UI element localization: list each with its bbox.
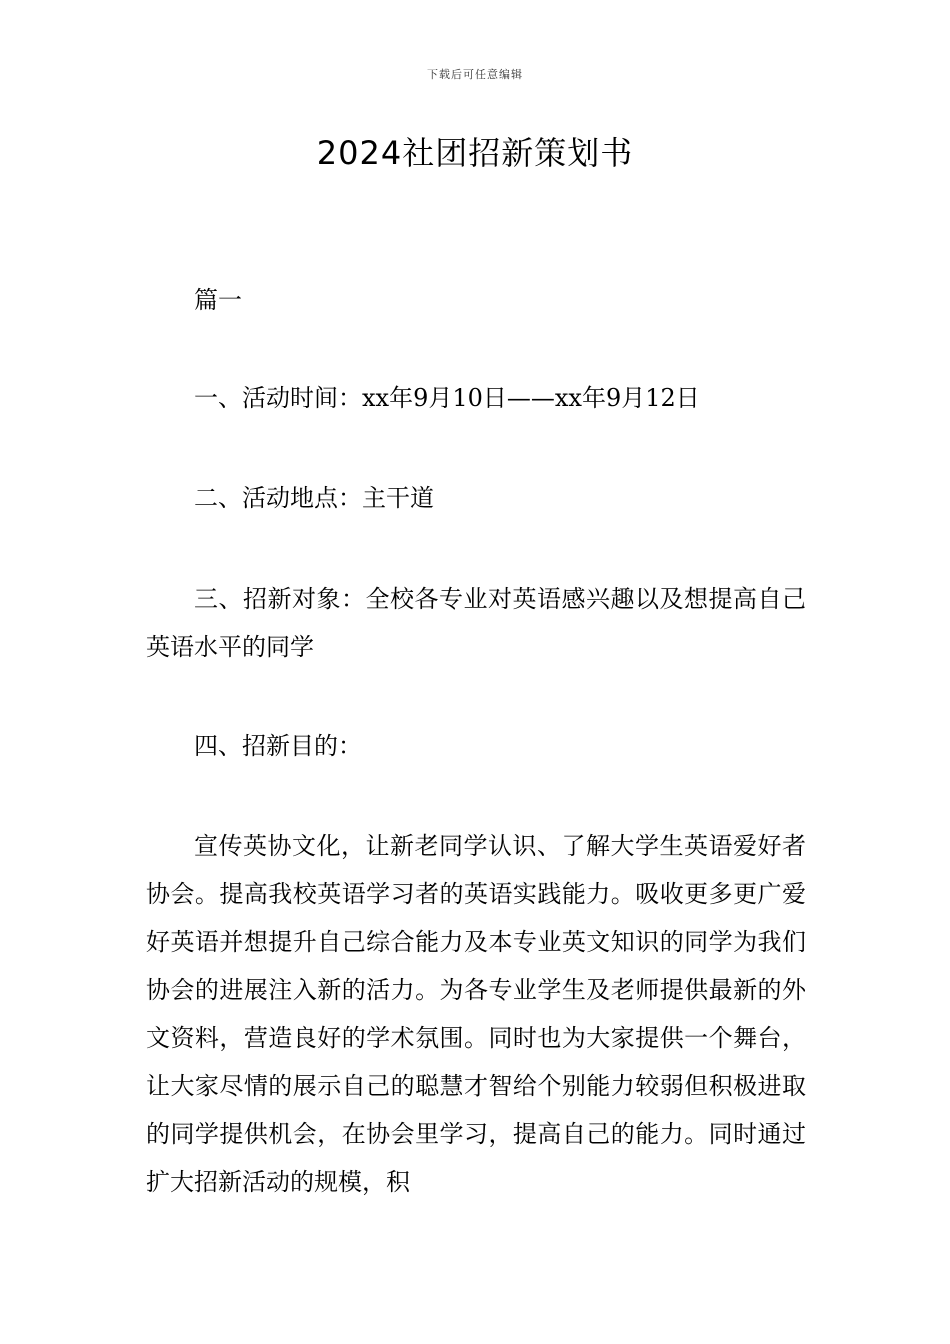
purpose-body: 宣传英协文化，让新老同学认识、了解大学生英语爱好者协会。提高我校英语学习者的英语实践能力。吸收更多更广爱好英语并想提升自己综合能力及本专业英文知识的同学为我们协会的进展注入新的活力。为各专业学生及老师提供最新的外文资料，营造良好的学术氛围。同时也为大家提供一个舞台，让大家尽情的展示自己的聪慧才智给个别能力较弱但积极进取的同学提供机会，在协会里学习，提高自己的能力。同时通过扩大招新活动的规模，积 xyxy=(146,832,806,1196)
header-note: 下载后可任意编辑 xyxy=(427,68,523,81)
document-title: 2024社团招新策划书 xyxy=(316,134,634,172)
recruit-target: 三、招新对象：全校各专业对英语感兴趣以及想提高自己英语水平的同学 xyxy=(146,585,806,661)
activity-place: 二、活动地点：主干道 xyxy=(194,484,434,512)
section-label: 篇一 xyxy=(194,286,242,314)
activity-time: 一、活动时间：xx年9月10日——xx年9月12日 xyxy=(194,384,700,412)
purpose-heading: 四、招新目的： xyxy=(194,732,362,760)
